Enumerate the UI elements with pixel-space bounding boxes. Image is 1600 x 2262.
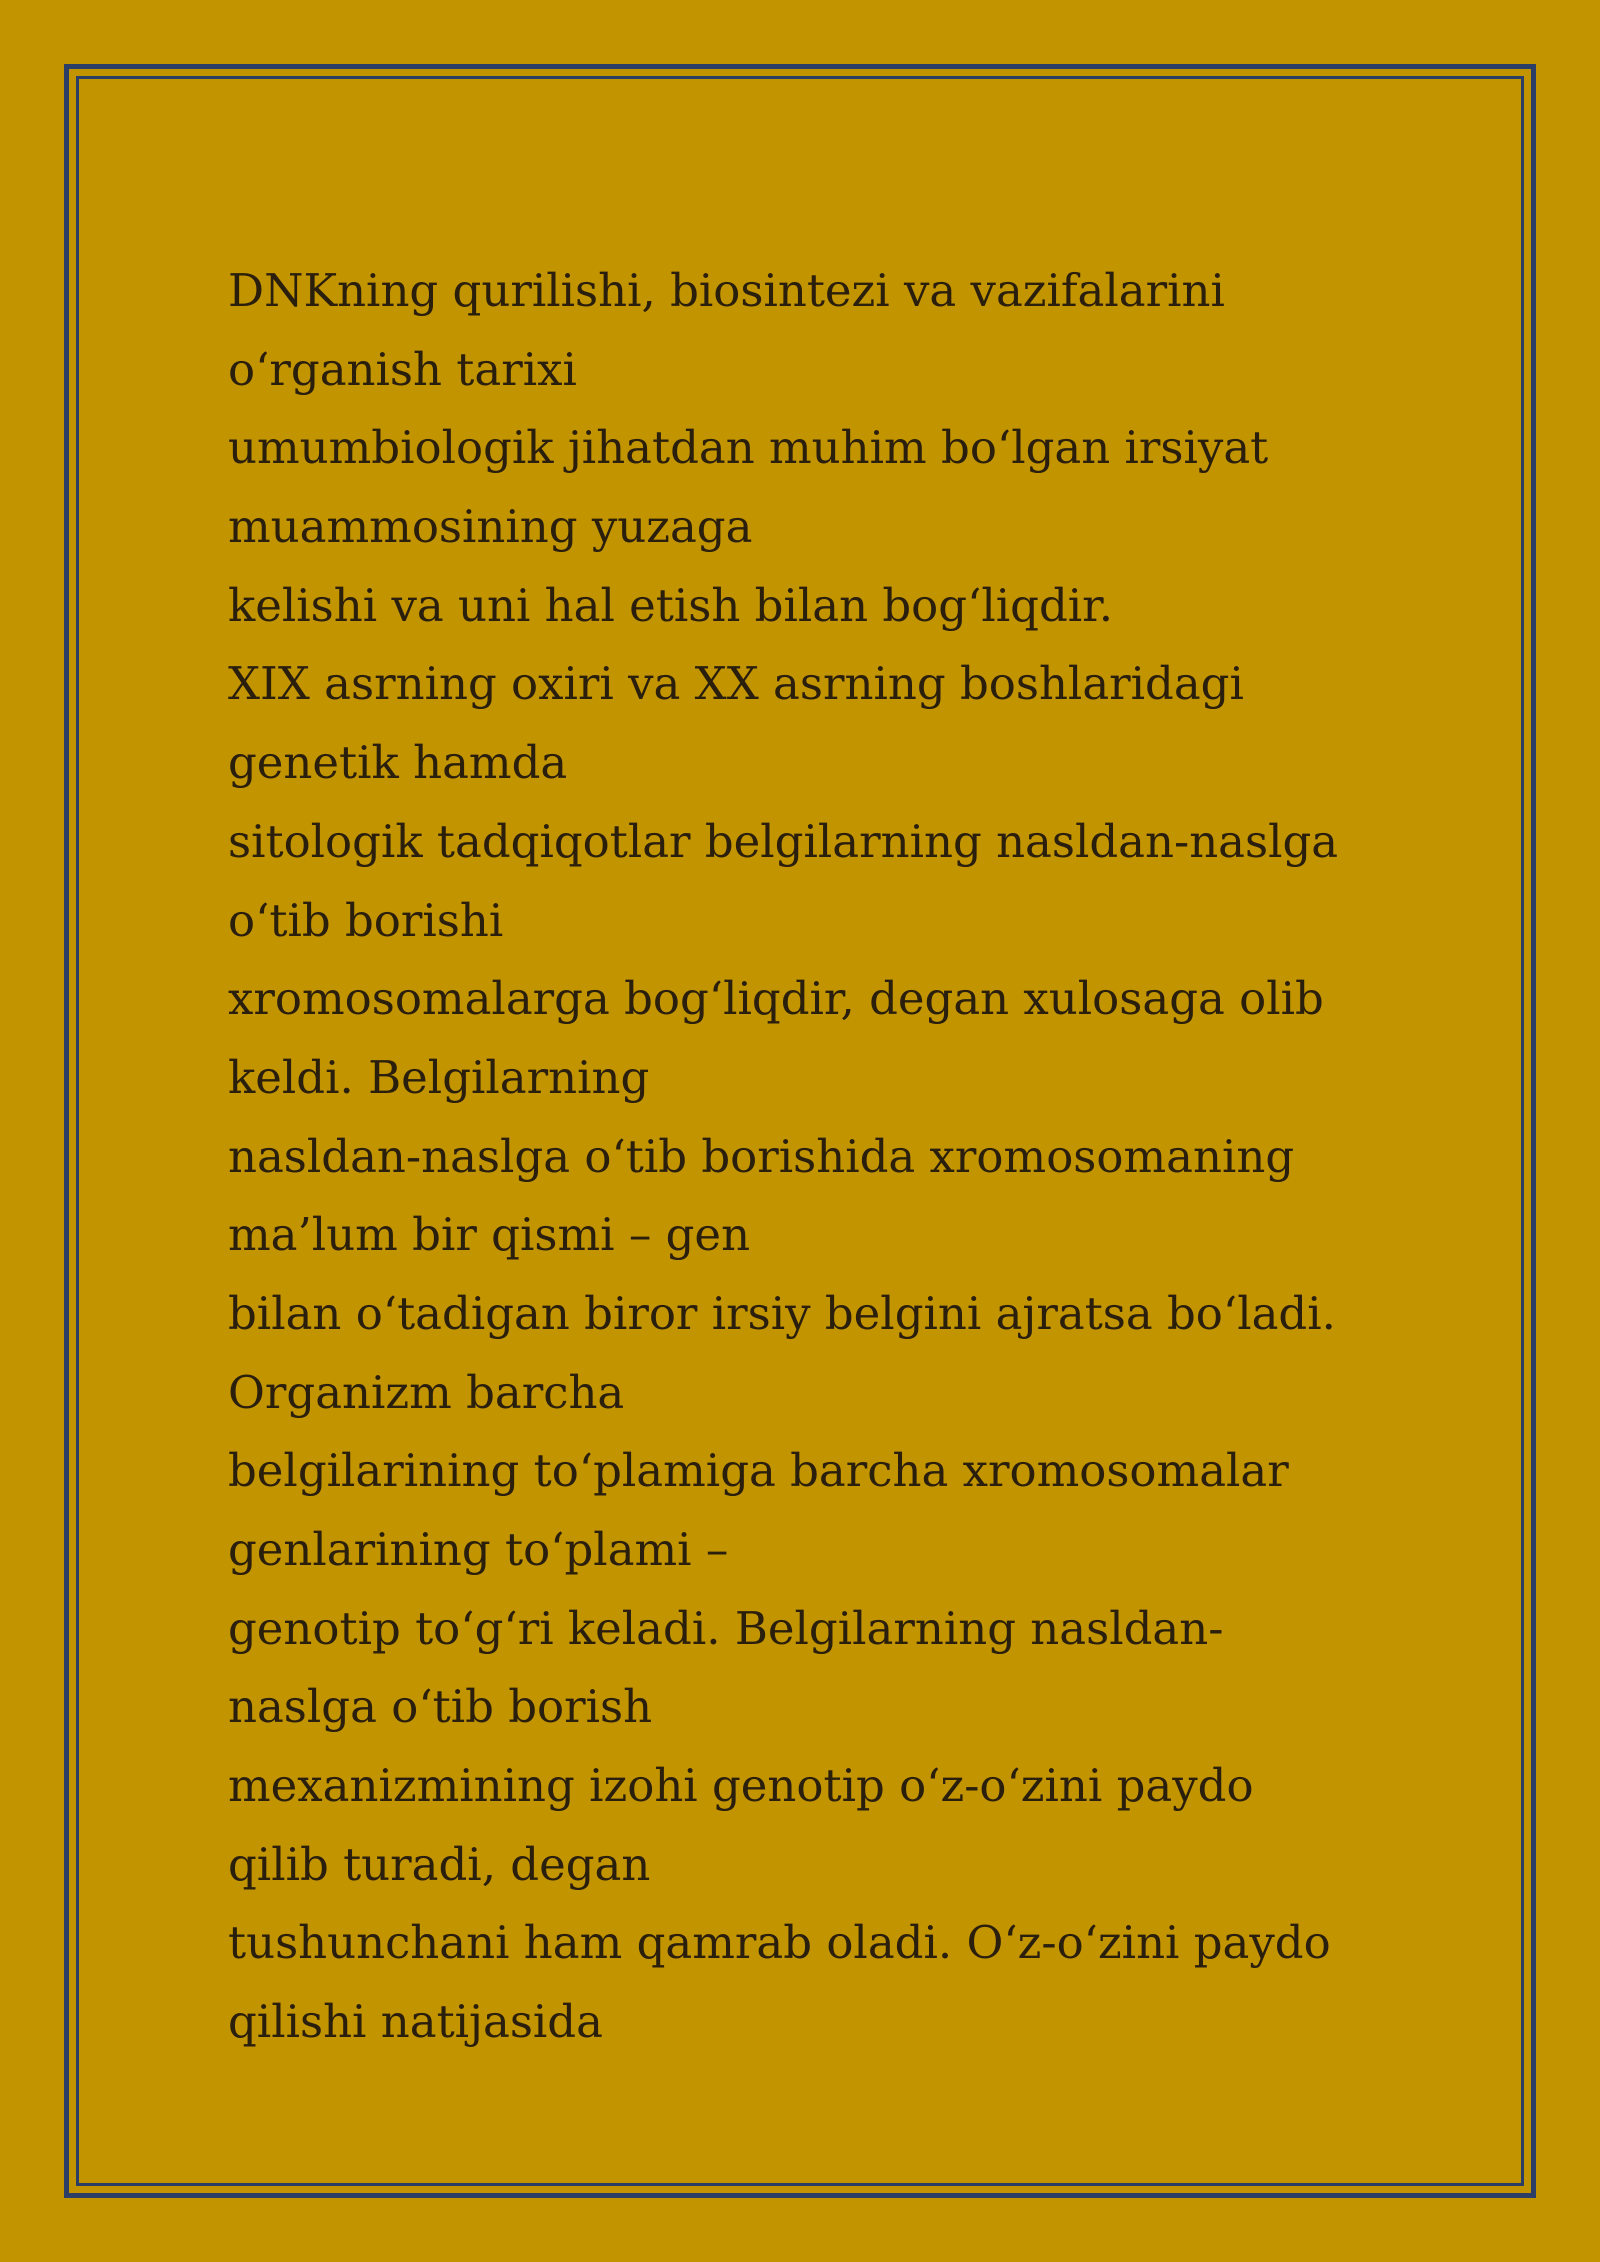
text-line: qilib turadi, degan (228, 1837, 651, 1891)
text-line: XIX asrning oxiri va XX asrning boshlaridagi (228, 657, 1244, 711)
text-line: muammosining yuzaga (228, 500, 753, 554)
text-line: belgilarining to‘plamiga barcha xromosomalar (228, 1444, 1289, 1498)
text-line: bilan o‘tadigan biror irsiy belgini ajratsa bo‘ladi. (228, 1286, 1336, 1340)
text-line: qilishi natijasida (228, 1995, 603, 2049)
text-line: keldi. Belgilarning (228, 1050, 650, 1104)
text-line: Organizm barcha (228, 1365, 625, 1419)
text-line: o‘tib borishi (228, 893, 504, 947)
text-line: sitologik tadqiqotlar belgilarning nasldan-naslga (228, 814, 1339, 868)
text-line: tushunchani ham qamrab oladi. O‘z-o‘zini paydo (228, 1916, 1331, 1970)
text-line: genlarining to‘plami – (228, 1523, 729, 1576)
text-line: ma’lum bir qismi – gen (228, 1208, 751, 1262)
text-line: o‘rganish tarixi (228, 342, 577, 396)
text-line: DNKning qurilishi, biosintezi va vazifalarini (228, 264, 1225, 317)
text-line: nasldan-naslga o‘tib borishida xromosomaning (228, 1129, 1295, 1183)
text-line: naslga o‘tib borish (228, 1680, 653, 1734)
text-line: genotip to‘g‘ri keladi. Belgilarning nasldan- (228, 1601, 1224, 1655)
document-text (228, 252, 1488, 2062)
text-line: kelishi va uni hal etish bilan bog‘liqdir. (228, 578, 1114, 632)
text-line: genetik hamda (228, 736, 568, 790)
text-line: umumbiologik jihatdan muhim bo‘lgan irsiyat (228, 421, 1269, 475)
text-line: mexanizmining izohi genotip o‘z-o‘zini paydo (228, 1759, 1254, 1813)
text-line: xromosomalarga bog‘liqdir, degan xulosaga olib (228, 972, 1324, 1026)
